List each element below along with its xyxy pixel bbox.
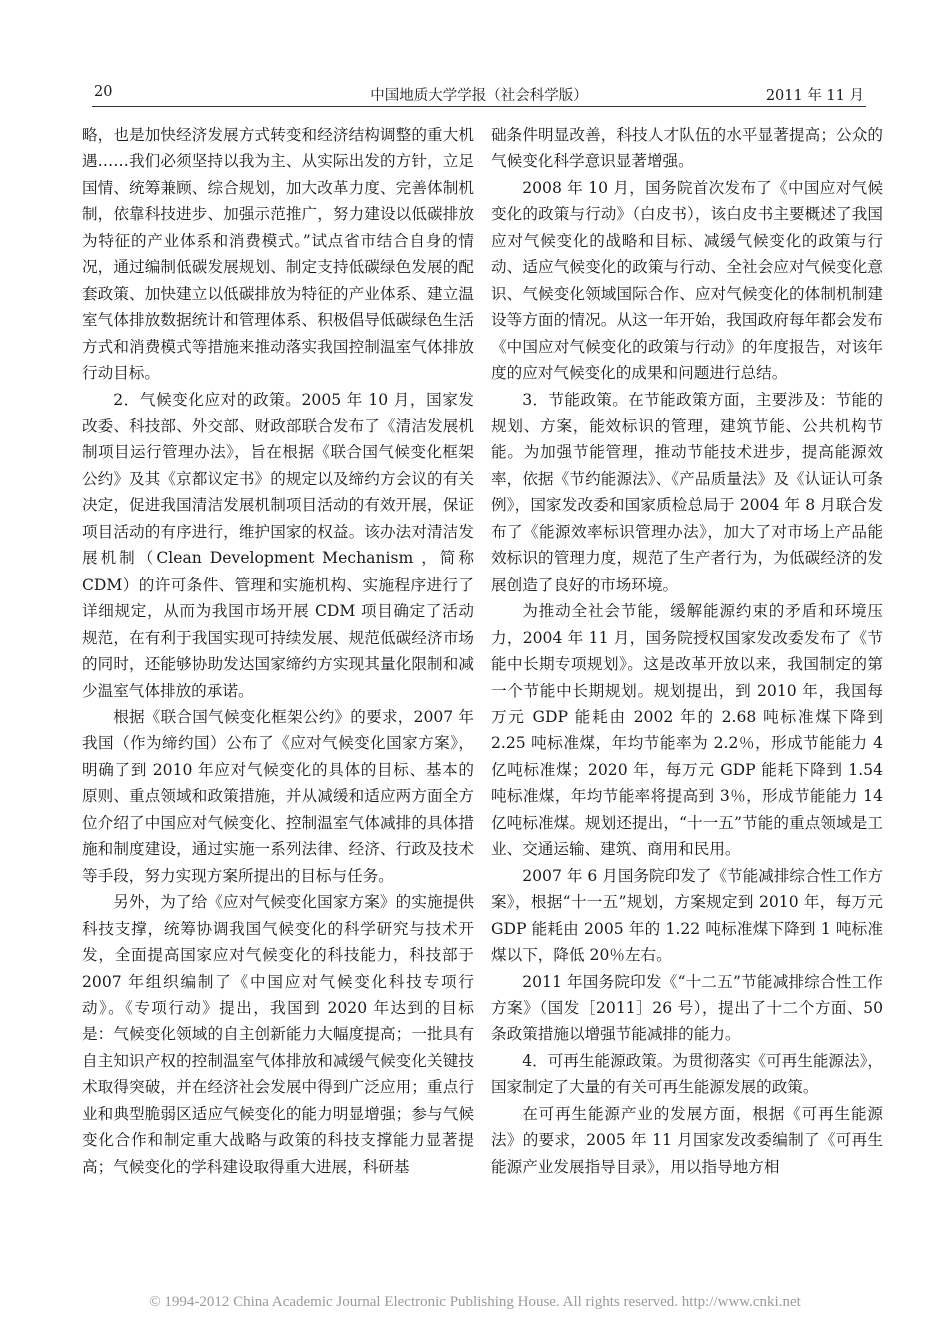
paragraph-white-paper: 2008 年 10 月，国务院首次发布了《中国应对气候变化的政策与行动》（白皮书），该白皮书主要概述了我国应对气候变化的战略和目标、减缓气候变化的政策与行动、适应气候变化的政策与行动、全社会应对气候变化意识、气候变化领域国际合作、应对气候变化的体制机制建设等方面的情况。从这一年开始，我国政府每年都会发布《中国应对气候变化的政策与行动》的年度报告，对该年度的应对气候变化的成果和问题进行总结。: [491, 178, 883, 383]
left-column: [82, 122, 474, 1180]
journal-title: 中国地质大学学报（社会科学版）: [370, 88, 588, 104]
paragraph-2007-program: 2007 年 6 月国务院印发了《节能减排综合性工作方案》，根据“十一五”规划，方案规定到 2010 年，每万元 GDP 能耗由 2005 年的 1.22 吨标准煤下降到 1 吨标准煤以下，降低 20％左右。: [491, 866, 883, 965]
paragraph-continued: 略，也是加快经济发展方式转变和经济结构调整的重大机遇……我们必须坚持以我为主、从实际出发的方针，立足国情、统筹兼顾、综合规划，加大改革力度、完善体制机制，依靠科技进步、加强示范推广，努力建设以低碳排放为特征的产业体系和消费模式。”试点省市结合自身的情况，通过编制低碳发展规划、制定支持低碳绿色发展的配套政策、加快建立以低碳排放为特征的产业体系、建立温室气体排放数据统计和管理体系、积极倡导低碳绿色生活方式和消费模式等措施来推动落实我国控制温室气体排放行动目标。: [82, 126, 474, 383]
running-header: [92, 84, 866, 107]
paragraph-national-plan: 根据《联合国气候变化框架公约》的要求，2007 年我国（作为缔约国）公布了《应对气候变化国家方案》，明确了到 2010 年应对气候变化的具体的目标、基本的原则、重点领域和政策措施，并从减缓和适应两方面全方位介绍了中国应对气候变化、控制温室气体减排的具体措施和制度建设，通过实施一系列法律、经济、行政及技术等手段，努力实现方案所提出的目标与任务。: [82, 707, 474, 885]
paragraph-renewable-policy: 4．可再生能源政策。为贯彻落实《可再生能源法》，国家制定了大量的有关可再生能源发展的政策。: [491, 1051, 883, 1097]
issue-date: 2011 年 11 月: [765, 88, 864, 104]
paragraph-continued: 础条件明显改善，科技人才队伍的水平显著提高；公众的气候变化科学意识显著增强。: [491, 126, 883, 171]
page-number: 20: [94, 84, 113, 100]
paragraph-climate-policy: 2．气候变化应对的政策。2005 年 10 月，国家发改委、科技部、外交部、财政部联合发布了《清洁发展机制项目运行管理办法》，旨在根据《联合国气候变化框架公约》及其《京都议定书》的规定以及缔约方会议的有关决定，促进我国清洁发展机制项目活动的有效开展，保证项目活动的有序进行，维护国家的权益。该办法对清洁发展机制（Clean Development Mechanism ，简称 CDM）的许可条件、管理和实施机构、实施程序进行了详细规定，从而为我国市场开展 CDM 项目确定了活动规范，在有利于我国实现可持续发展、规范低碳经济市场的同时，还能够协助发达国家缔约方实现其量化限制和减少温室气体排放的承诺。: [82, 390, 474, 700]
paragraph-energy-saving-policy: 3．节能政策。在节能政策方面，主要涉及：节能的规划、方案，能效标识的管理，建筑节能、公共机构节能。为加强节能管理，推动节能技术进步，提高能源效率，依据《节约能源法》、《产品质量法》及《认证认可条例》，国家发改委和国家质检总局于 2004 年 8 月联合发布了《能源效率标识管理办法》，加大了对市场上产品能效标识的管理力度，规范了生产者行为，为低碳经济的发展创造了良好的市场环境。: [491, 390, 883, 594]
right-column: [491, 122, 883, 1180]
paragraph-renewable-industry: 在可再生能源产业的发展方面，根据《可再生能源法》的要求，2005 年 11 月国家发改委编制了《可再生能源产业发展指导目录》，用以指导地方相: [491, 1104, 883, 1176]
paragraph-tech-action: 另外，为了给《应对气候变化国家方案》的实施提供科技支撑，统筹协调我国气候变化的科学研究与技术开发，全面提高国家应对气候变化的科技能力，科技部于 2007 年组织编制了《中国应对气候变化科技专项行动》。《专项行动》提出，我国到 2020 年达到的目标是：气候变化领域的自主创新能力大幅度提高；一批具有自主知识产权的控制温室气体排放和减缓气候变化关键技术取得突破，并在经济社会发展中得到广泛应用；重点行业和典型脆弱区适应气候变化的能力明显增强；参与气候变化合作和制定重大战略与政策的科技支撑能力显著提高；气候变化的学科建设取得重大进展，科研基: [82, 893, 474, 1176]
copyright-footer: © 1994-2012 China Academic Journal Electronic Publishing House. All rights reserved. http://www.cnki.net: [149, 1294, 801, 1310]
paragraph-2011-program: 2011 年国务院印发《“十二五”节能减排综合性工作方案》（国发［2011］26 号），提出了十二个方面、50 条政策措施以增强节能减排的能力。: [491, 972, 883, 1044]
paragraph-long-term-plan: 为推动全社会节能，缓解能源约束的矛盾和环境压力，2004 年 11 月，国务院授权国家发改委发布了《节能中长期专项规划》。这是改革开放以来，我国制定的第一个节能中长期规划。规划提出，到 2010 年，我国每万元 GDP 能耗由 2002 年的 2.68 吨标准煤下降到 2.25 吨标准煤，年均节能率为 2.2％，形成节能能力 4 亿吨标准煤；2020 年，每万元 GDP 能耗下降到 1.54 吨标准煤，年均节能率将提高到 3％，形成节能能力 14 亿吨标准煤。规划还提出，“十一五”节能的重点领域是工业、交通运输、建筑、商用和民用。: [491, 602, 883, 859]
